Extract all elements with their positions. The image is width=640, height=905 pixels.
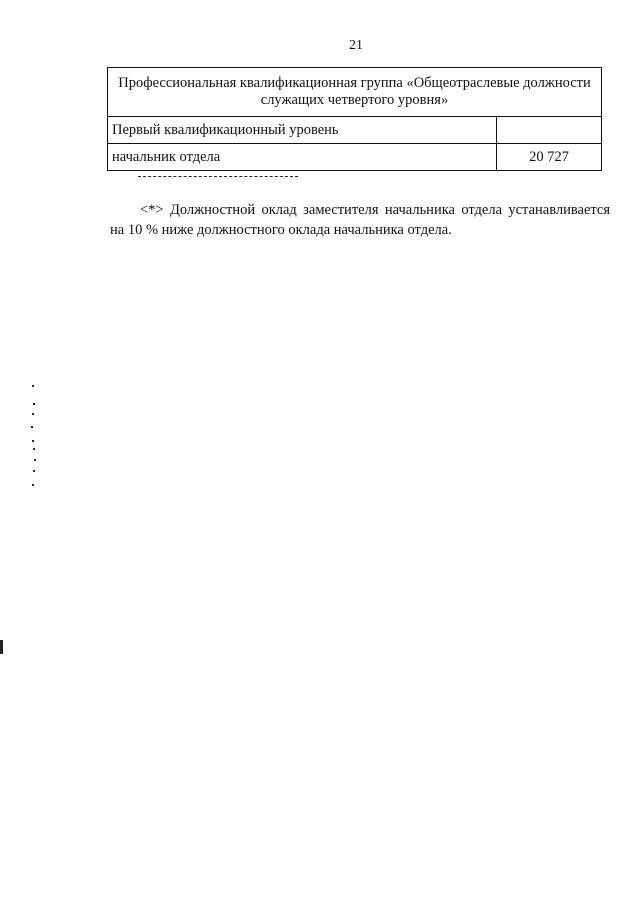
position-label: начальник отдела (108, 144, 497, 171)
position-salary: 20 727 (497, 144, 602, 171)
qualification-group-title: Профессиональная квалификационная группа «Общеотраслевые должности служащих четвертого уровня» (108, 68, 602, 117)
salary-table (107, 67, 602, 171)
scan-edge-mark (0, 640, 3, 654)
page-number: 21 (349, 38, 363, 53)
table-row (108, 117, 602, 144)
table-row (108, 144, 602, 171)
table-row (108, 68, 602, 117)
qualification-level-value (497, 117, 602, 144)
footnote-text: <*> Должностной оклад заместителя начальника отдела устанавливается на 10 % ниже должностного оклада начальника отдела. (110, 202, 610, 238)
qualification-level-label: Первый квалификационный уровень (108, 117, 497, 144)
footnote-separator (138, 176, 298, 177)
